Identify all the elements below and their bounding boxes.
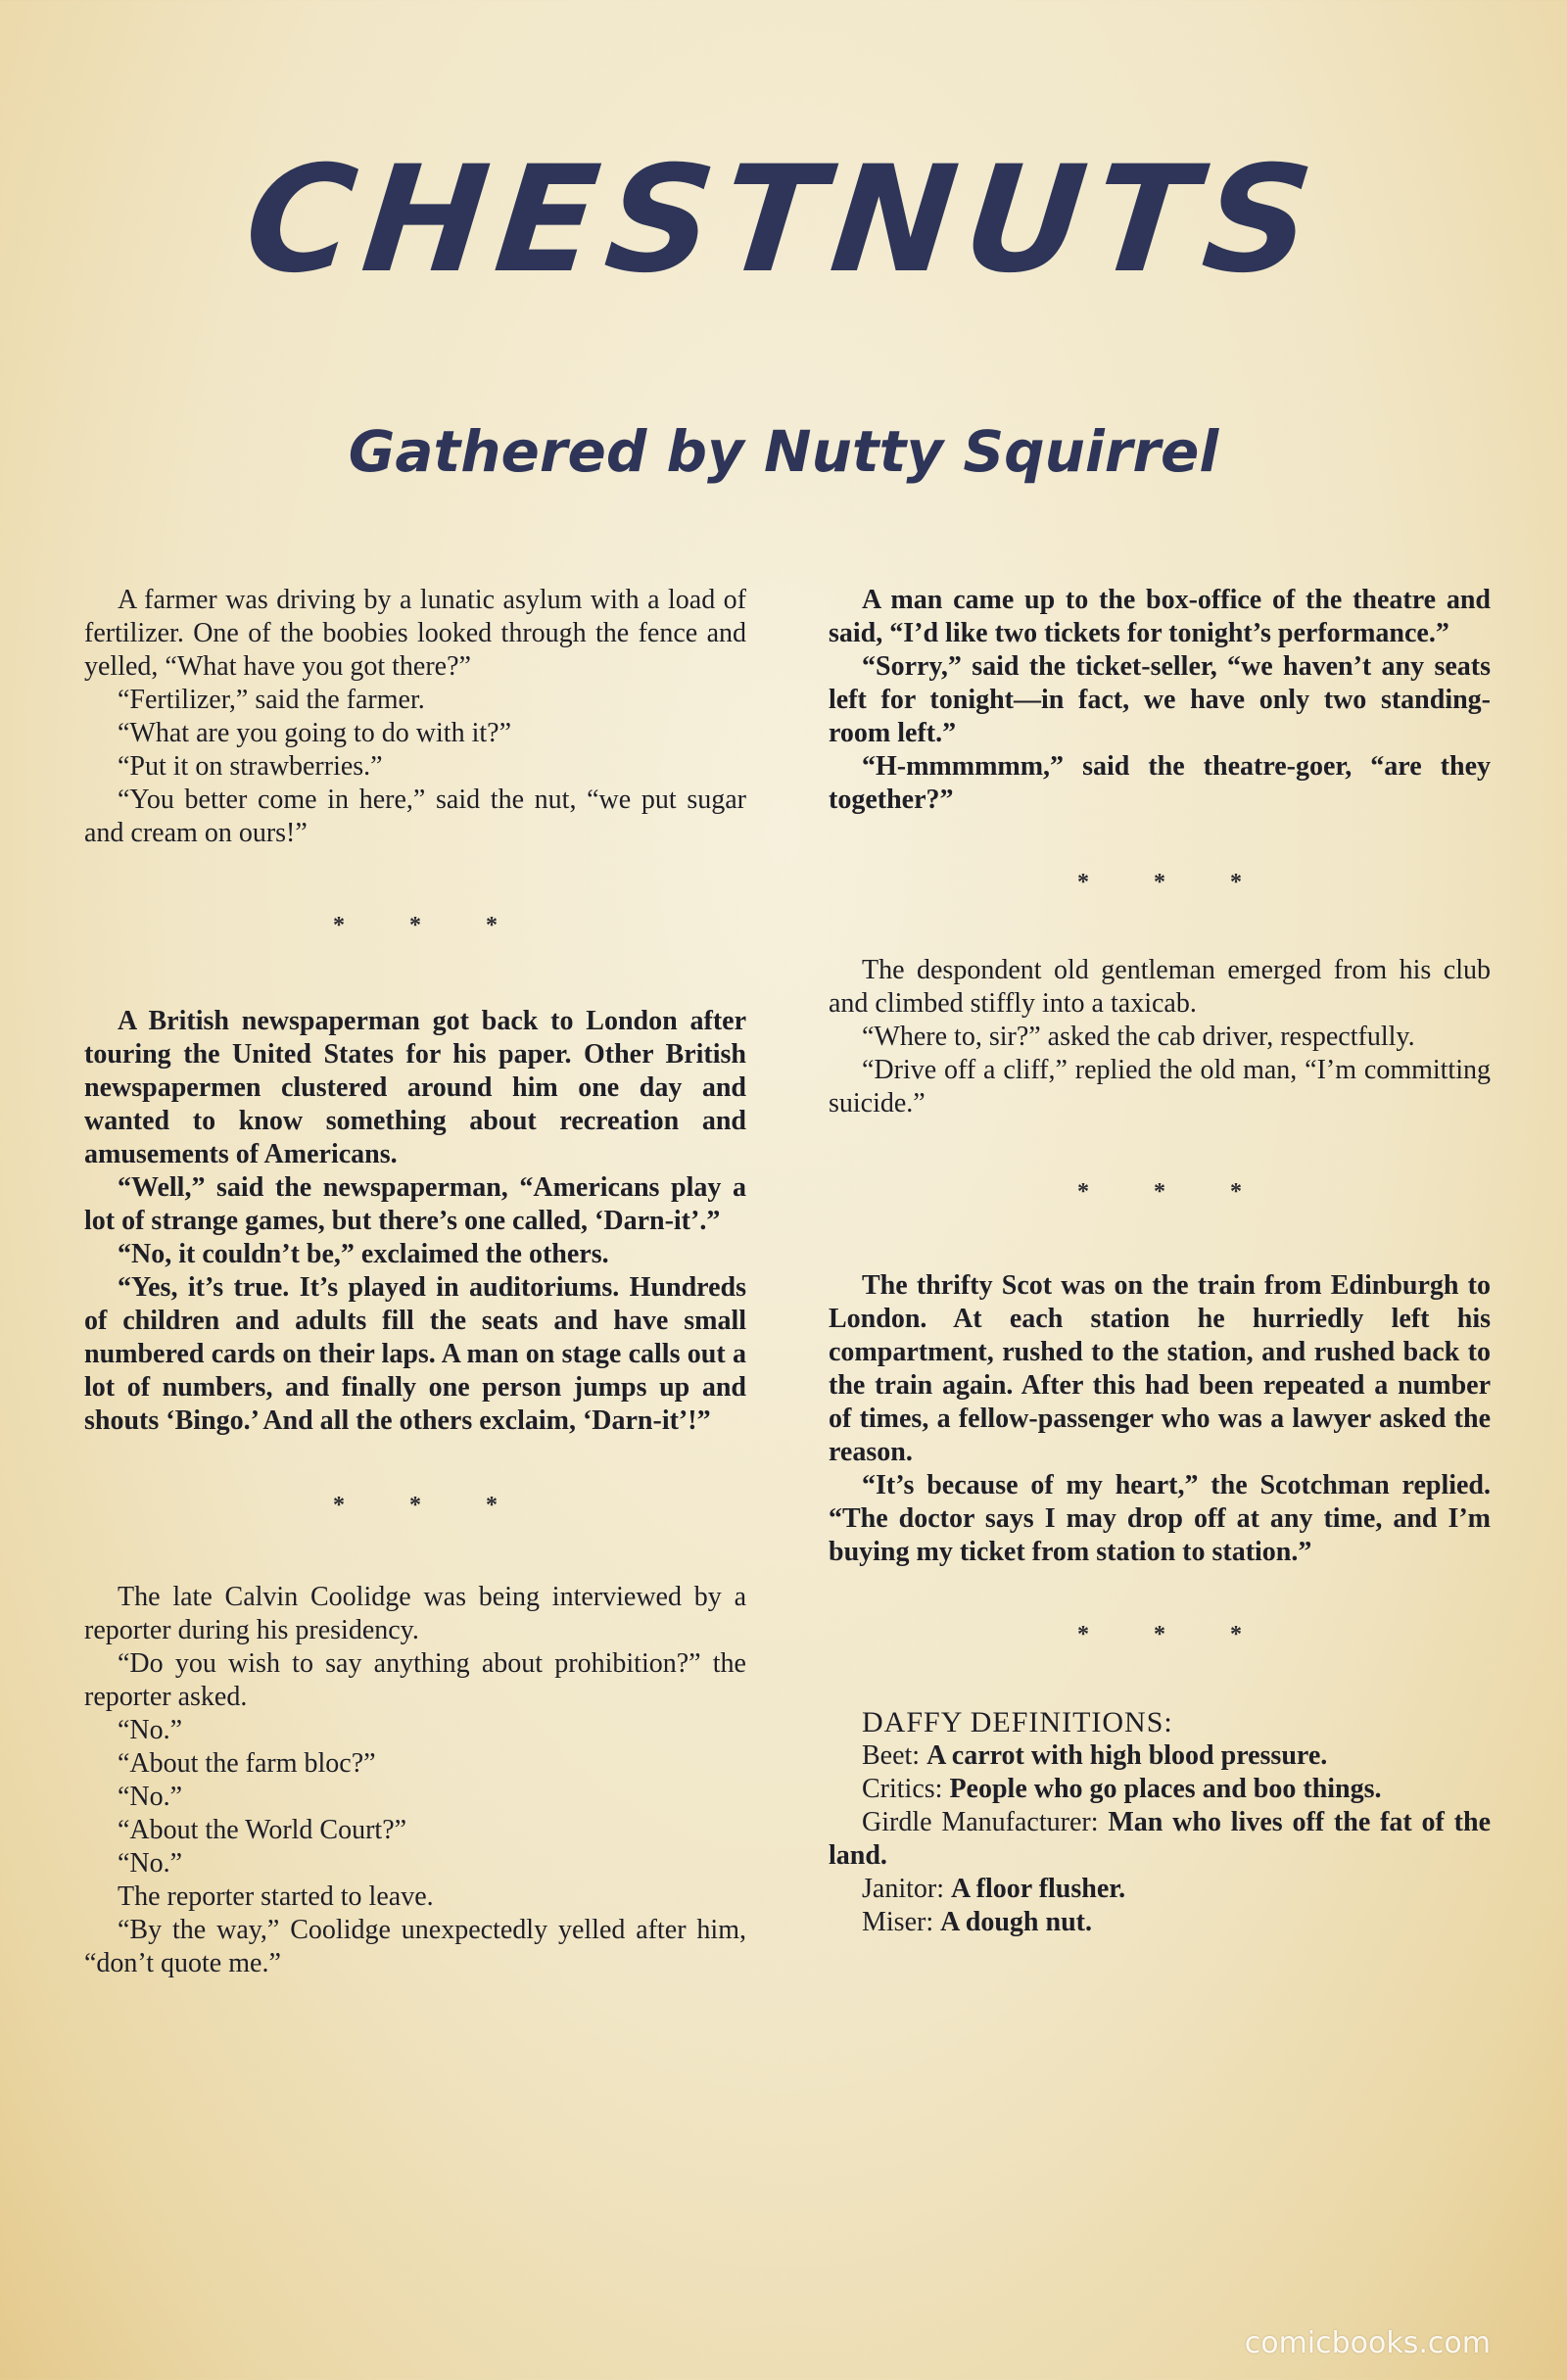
definition-item [829, 1773, 1491, 1806]
separator-stars: * * * [333, 1493, 527, 1518]
paragraph: “It’s because of my heart,” the Scotchman replied. “The doctor says I may drop off at any time, and I’m buying my ticket from station to station.” [829, 1470, 1491, 1567]
paragraph: A British newspaperman got back to London after touring the United States for his paper. Other British newspapermen clustered around him one day and wanted to know something about recreation and amusements of Americans. [84, 1006, 746, 1169]
paragraph: “About the World Court?” [118, 1815, 407, 1845]
story-theatre [829, 584, 1491, 817]
definition-term: Miser: [862, 1907, 934, 1937]
paragraph: “By the way,” Coolidge unexpectedly yelled after him, “don’t quote me.” [84, 1915, 746, 1978]
paragraph: “About the farm bloc?” [118, 1748, 376, 1779]
definition-item [829, 1739, 1491, 1773]
paragraph: The thrifty Scot was on the train from Edinburgh to London. At each station he hurriedly left his compartment, rushed to the station, and rushed back to the train again. After this had been repeated a number of times, a fellow-passenger who was a lawyer asked the reason. [829, 1270, 1491, 1467]
definition-meaning: Man who lives off the fat of the land. [829, 1807, 1492, 1871]
definition-item [829, 1906, 1491, 1939]
definition-item [829, 1806, 1491, 1873]
definition-meaning: A floor flusher. [951, 1874, 1126, 1904]
paragraph: “Yes, it’s true. It’s played in auditoriums. Hundreds of children and adults fill the seats and have small numbered cards on their laps. A man on stage calls out a lot of numbers, and finally one person jumps up and shouts ‘Bingo.’ And all the others exclaim, ‘Darn-it’!” [84, 1272, 746, 1436]
paragraph: “Well,” said the newspaperman, “Americans play a lot of strange games, but there’s one called, ‘Darn-it’.” [84, 1172, 746, 1236]
paragraph: “Do you wish to say anything about prohibition?” the reporter asked. [84, 1648, 746, 1712]
paragraph: “No.” [118, 1715, 183, 1745]
definition-term: Janitor: [862, 1874, 944, 1904]
separator-stars: * * * [1077, 870, 1271, 895]
definition-term: Critics: [862, 1774, 943, 1804]
paragraph: “H-mmmmmm,” said the theatre-goer, “are they together?” [829, 751, 1491, 815]
paragraph: “Sorry,” said the ticket-seller, “we haven’t any seats left for tonight—in fact, we have only two standing-room left.” [829, 651, 1491, 748]
definition-meaning: A carrot with high blood pressure. [926, 1740, 1328, 1771]
daffy-definitions [829, 1706, 1491, 1939]
definition-term: Beet: [862, 1740, 921, 1771]
left-column [84, 584, 746, 1980]
paragraph: “Put it on strawberries.” [118, 751, 383, 782]
paragraph: “You better come in here,” said the nut, “we put sugar and cream on ours!” [84, 785, 746, 848]
paragraph: The late Calvin Coolidge was being interviewed by a reporter during his presidency. [84, 1582, 746, 1645]
paragraph: “What are you going to do with it?” [118, 718, 511, 748]
paragraph: “No, it couldn’t be,” exclaimed the others. [118, 1239, 609, 1269]
definition-term: Girdle Manufacturer: [862, 1807, 1099, 1837]
right-column [829, 584, 1491, 1939]
story-coolidge [84, 1581, 746, 1980]
watermark: comicbooks.com [1244, 2326, 1491, 2360]
paragraph: “Drive off a cliff,” replied the old man, “I’m committing suicide.” [829, 1055, 1491, 1119]
paragraph: “No.” [118, 1848, 183, 1879]
separator-stars: * * * [333, 913, 527, 938]
paragraph: “Fertilizer,” said the farmer. [118, 685, 425, 715]
definition-meaning: A dough nut. [940, 1907, 1092, 1937]
definitions-heading: DAFFY DEFINITIONS: [862, 1706, 1173, 1738]
separator-stars: * * * [1077, 1179, 1271, 1205]
paragraph: A man came up to the box-office of the theatre and said, “I’d like two tickets for tonight’s performance.” [829, 585, 1491, 648]
separator-stars: * * * [1077, 1622, 1271, 1647]
page-subtitle: Gathered by Nutty Squirrel [348, 418, 1219, 485]
definition-item [829, 1873, 1491, 1906]
paragraph: The despondent old gentleman emerged from his club and climbed stiffly into a taxicab. [829, 955, 1491, 1019]
story-bingo [84, 1005, 746, 1438]
paragraph: “No.” [118, 1782, 183, 1812]
page-title: CHESTNUTS [237, 135, 1330, 306]
story-scot [829, 1269, 1491, 1569]
paragraph: The reporter started to leave. [118, 1881, 434, 1912]
paragraph: “Where to, sir?” asked the cab driver, respectfully. [862, 1022, 1415, 1052]
definition-meaning: People who go places and boo things. [949, 1774, 1382, 1804]
paragraph: A farmer was driving by a lunatic asylum with a load of fertilizer. One of the boobies looked through the fence and yelled, “What have you got there?” [84, 585, 746, 682]
story-taxi [829, 954, 1491, 1120]
story-farmer [84, 584, 746, 850]
